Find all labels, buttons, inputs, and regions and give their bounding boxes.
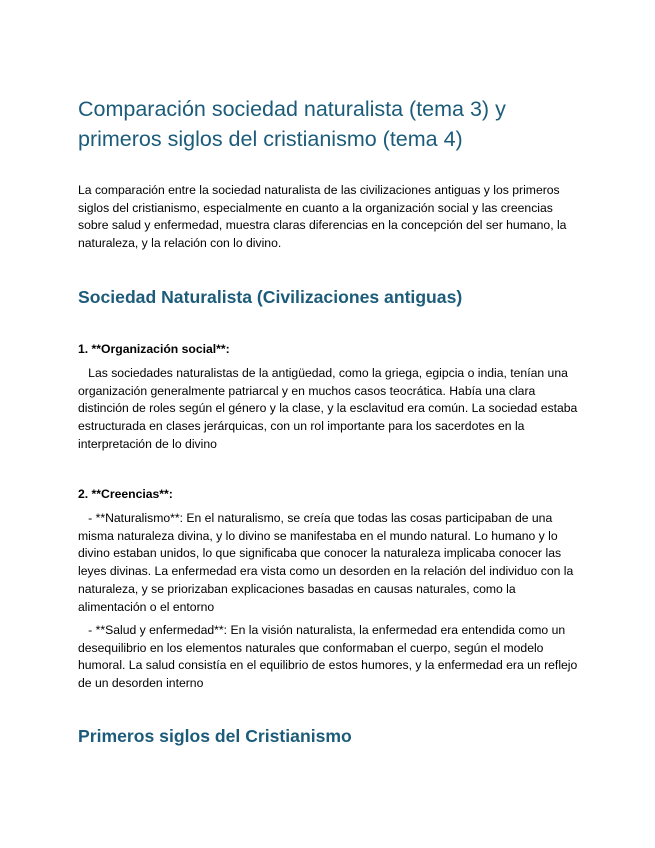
section-heading-primeros-siglos-cristianismo: Primeros siglos del Cristianismo [78, 726, 352, 746]
document-title: Comparación sociedad naturalista (tema 3) y primeros siglos del cristianismo (tema 4) [78, 97, 506, 151]
paragraph-naturalismo: - **Naturalismo**: En el naturalismo, se creía que todas las cosas participaban de una misma naturaleza divina, y lo divino se manifestaba en el mundo natural. Lo humano y lo divino estaban unidos, lo que significaba que conocer la naturaleza implicaba conocer las leyes divinas. La enfermedad era vista como un desorden en la relación del individuo con la naturaleza, y se priorizaban explicaciones basadas en causas naturales, como la alimentación o el entorno [78, 511, 577, 614]
paragraph-organizacion-social: Las sociedades naturalistas de la antigüedad, como la griega, egipcia o india, tenían una organización generalmente patriarcal y en muchos casos teocrática. Había una clara distinción de roles según el género y la clase, y la esclavitud era común. La sociedad estaba estructurada en clases jerárquicas, con un rol importante para los sacerdotes en la interpretación de lo divino [78, 366, 581, 451]
section-heading-sociedad-naturalista: Sociedad Naturalista (Civilizaciones antiguas) [78, 287, 463, 307]
paragraph-salud-enfermedad: - **Salud y enfermedad**: En la visión naturalista, la enfermedad era entendida como un desequilibrio en los elementos naturales que conformaban el cuerpo, según el modelo humoral. La salud consistía en el equilibrio de estos humores, y la enfermedad era un reflejo de un desorden interno [78, 623, 581, 691]
subsection-heading-creencias: 2. **Creencias**: [78, 487, 173, 501]
intro-paragraph: La comparación entre la sociedad naturalista de las civilizaciones antiguas y los primeros siglos del cristianismo, especialmente en cuanto a la organización social y las creencias sobre salud y enfermedad, muestra claras diferencias en la concepción del ser humano, la naturaleza, y la relación con lo divino. [78, 183, 567, 251]
subsection-heading-organizacion-social: 1. **Organización social**: [78, 342, 230, 356]
